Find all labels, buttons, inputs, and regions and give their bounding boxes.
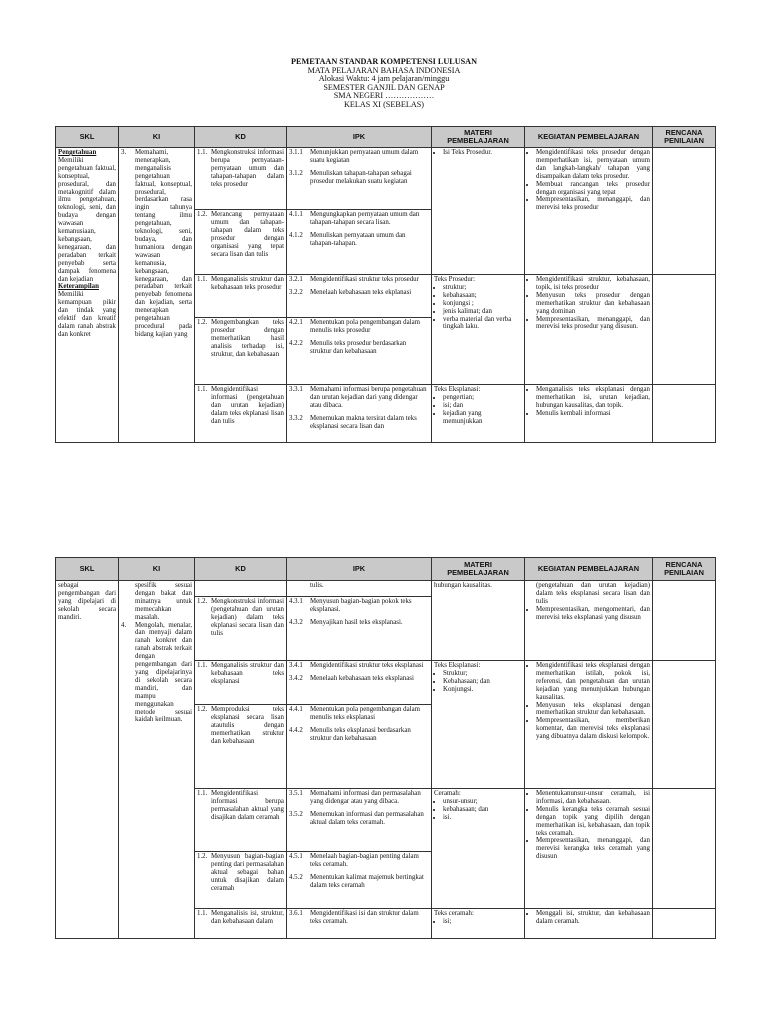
ipk-text: Menentukan kalimat majemuk bertingkat dalam teks ceramah [310, 873, 424, 889]
rencana-cell [653, 581, 716, 661]
col-header-skl: SKL [56, 558, 119, 581]
ipk-text: Menuliskan pernyataan umum dan tahapan-tahapan. [310, 231, 406, 247]
kd-text: Merancang pernyataan umum dan tahapan-tahapan dalam teks prosedur dengan organisasi yang tepat secara lisan dan tulis [211, 211, 284, 258]
kd-cell [195, 210, 287, 275]
skl-pengetahuan-heading: Pengetahuan [58, 149, 97, 156]
rencana-cell [653, 661, 716, 789]
ipk-number: 4.4.1 [289, 706, 303, 713]
ipk-number: 4.4.2 [289, 726, 303, 734]
document-header [0, 58, 768, 110]
kd-cell [195, 597, 287, 661]
ipk-text: Menyusun bagian-bagian pokok teks eksplanasi. [310, 598, 412, 613]
skl-cell [56, 148, 119, 443]
kd-text: Menganalisis isi, struktur, dan kebahasaan dalam [211, 910, 284, 925]
ipk-text: Mengungkapkan pernyataan umum dan tahapan-tahapan secara lisan. [310, 211, 420, 226]
kd-number: 1.2. [197, 706, 208, 713]
col-header-kegiatan: KEGIATAN PEMBELAJARAN [525, 127, 653, 148]
doc-subject: MATA PELAJARAN BAHASA INDONESIA [307, 65, 461, 75]
ipk-number: 3.6.1 [289, 910, 303, 917]
col-header-kd: KD [195, 127, 287, 148]
ipk-text: Memahami informasi dan permasalahan yang didengar atau yang dibaca. [310, 790, 421, 805]
kd-number: 1.1. [197, 910, 208, 917]
list-item: • Mempresentasikan, menanggapi, dan merevisi teks prosedur yang disusun. [536, 316, 650, 332]
list-item: • Struktur; [443, 670, 522, 678]
kegiatan-cell [525, 148, 653, 275]
ipk-text: Mengidentifikasi struktur teks prosedur [310, 276, 419, 283]
ipk-number: 4.2.1 [289, 319, 303, 326]
ipk-text: Menemukan makna tersirat dalam teks eksplanasi secara lisan dan [310, 414, 417, 430]
list-item: • Membuat rancangan teks prosedur dengan organisasi yang tepat [536, 181, 650, 197]
rencana-cell [653, 789, 716, 909]
kegiatan-cell [525, 661, 653, 789]
ipk-number: 4.1.2 [289, 231, 303, 239]
kd-number: 1.1. [197, 149, 208, 156]
table-row [56, 148, 716, 210]
ipk-cell [287, 789, 432, 852]
kd-number: 1.1. [197, 790, 208, 797]
col-header-kegiatan: KEGIATAN PEMBELAJARAN [525, 558, 653, 581]
ipk-text: Menelaah kebahasaan teks eksplanasi [310, 674, 414, 682]
list-item: • Menyusun teks eksplanasi dengan memerhatikan struktur dan kebahasaan. [536, 702, 650, 718]
kd-number: 1.1. [197, 276, 208, 283]
list-item: • isi; dan [443, 402, 522, 410]
rencana-cell [653, 909, 716, 939]
ki-text: Memahami, menerapkan, menganalisis pengetahuan faktual, konseptual, prosedural, berdasarkan rasa ingin tahunya tentang ilmu pengetahuan, teknologi, seni, budaya, dan humaniora dengan wawasan kemanusia, kebangsaan, kenegaraan, dan peradaban terkait penyebab fenomena dan kejadian, serta menerapkan pengetahuan procedural pada bidang kajian yang [135, 149, 192, 338]
kd-number: 1.2. [197, 319, 208, 326]
list-item: • kebahasaan; [443, 292, 522, 300]
ipk-number: 3.4.1 [289, 662, 303, 669]
list-item: • kejadian yang memunjukkan [443, 410, 522, 426]
kegiatan-continuation-text: (pengetahuan dan urutan kejadian) dalam teks eksplanasi secara lisan dan tulis [536, 582, 650, 605]
kd-number: 1.2. [197, 598, 208, 605]
list-item: • kebahasaan; dan [443, 806, 522, 814]
ipk-cell [287, 318, 432, 385]
list-item: • jenis kalimat; dan [443, 308, 522, 316]
list-item: • isi. [443, 814, 522, 822]
ki-number: 4. [121, 621, 127, 629]
kd-number: 1.1. [197, 386, 208, 393]
ipk-cell [287, 210, 432, 275]
ipk-cell [287, 597, 432, 661]
kegiatan-cell [525, 385, 653, 443]
ki-cell [119, 148, 195, 443]
skl-continuation-text: sebagai pengembangan dari yang dipelajari di sekolah secara mandiri. [58, 582, 116, 621]
materi-title: Teks Eksplanasi: [434, 386, 481, 393]
list-item: • verba material dan verba tingkah laku. [443, 316, 522, 332]
col-header-ki: KI [119, 127, 195, 148]
list-item: • Mengidentifikasi teks prosedur dengan memperhatikan isi, pernyataan umum dan langkah-langkah/ tahapan yang disampaikan dalam teks prosedur. [536, 149, 650, 181]
list-item: • Mempresentasikan, memberikan komentar, dan merevisi teks eksplanasi yang dibuatnya dalam diskusi kelompok. [536, 717, 650, 741]
materi-cell [432, 581, 525, 661]
ipk-cell [287, 661, 432, 705]
ipk-text: tulis. [310, 582, 324, 589]
list-item: • Menentukanunsur-unsur ceramah, isi informasi, dan kebahasaan. [536, 790, 650, 806]
list-item: • isi; [443, 918, 522, 926]
skl-cell [56, 581, 119, 939]
kd-cell [195, 852, 287, 909]
ipk-number: 3.2.2 [289, 288, 303, 296]
ipk-number: 3.2.1 [289, 276, 303, 283]
materi-title: Teks ceramah: [434, 910, 474, 917]
kd-cell [195, 705, 287, 789]
ipk-number: 3.5.2 [289, 810, 303, 818]
skl-mapping-table-page2 [55, 557, 716, 939]
kd-number: 1.1. [197, 662, 208, 669]
kd-cell [195, 789, 287, 852]
list-item: • struktur; [443, 284, 522, 292]
ipk-text: Menelaah kebahasaan teks ekplanasi [310, 288, 412, 296]
ipk-text: Menulis teks prosedur berdasarkan struktur dan kebahasaan [310, 339, 407, 355]
col-header-materi: MATERI PEMBELAJARAN [432, 558, 525, 581]
kd-text: Mengembangkan teks prosedur dengan memerhatikan hasil analisis terhadap isi, struktur, dan kebahasaan [211, 319, 284, 358]
doc-title: PEMETAAN STANDAR KOMPETENSI LULUSAN [291, 57, 477, 66]
list-item: • Isi Teks Prosedur. [443, 149, 522, 157]
col-header-materi: MATERI PEMBELAJARAN [432, 127, 525, 148]
kegiatan-cell [525, 581, 653, 661]
kd-text: Mengidentifikasi informasi berupa permasalahan aktual yang disajikan dalam ceramah [211, 790, 284, 821]
ipk-number: 4.2.2 [289, 339, 303, 347]
kd-text: Mengidentifikasi informasi (pengetahuan dan urutan kejadian) dalam teks ekplanasi lisan dan tulis [211, 386, 284, 425]
kd-cell [195, 148, 287, 210]
ipk-number: 4.1.1 [289, 211, 303, 218]
ipk-text: Menemukan informasi dan permasalahan aktual dalam teks ceramah. [310, 810, 424, 826]
skl-keterampilan-text: Memiliki kemampuan pikir dan tindak yang efektif dan kreatif dalam ranah abstrak dan konkret [58, 291, 116, 338]
list-item: • Menulis kerangka teks ceramah sesuai dengan topik yang dipilih dengan memerhatikan isi, kebahasaan, dan topik teks ceramah. [536, 806, 650, 838]
kd-cell [195, 385, 287, 443]
ipk-number: 3.3.1 [289, 386, 303, 393]
ipk-text: Mengidentifikasi isi dan struktur dalam teks ceramah. [310, 910, 419, 925]
skl-keterampilan-heading: Keterampilan [58, 283, 99, 291]
table-header-row [56, 127, 716, 148]
kegiatan-cell [525, 275, 653, 385]
materi-cell [432, 148, 525, 275]
kd-cell [195, 909, 287, 939]
table-row [56, 581, 716, 597]
col-header-ipk: IPK [287, 558, 432, 581]
kd-number: 1.2. [197, 211, 208, 218]
ipk-cell [287, 385, 432, 443]
list-item: • Mempresentasikan, menanggapi, dan merevisi kerangka teks ceramah yang disusun [536, 837, 650, 861]
ipk-text: Memahami informasi berupa pengetahuan dan urutan kejadian dari yang didengar atau dibaca. [310, 386, 427, 409]
materi-text: hubungan kausalitas. [434, 582, 492, 589]
kd-cell [195, 275, 287, 318]
col-header-kd: KD [195, 558, 287, 581]
doc-class: KELAS XI (SEBELAS) [343, 99, 425, 109]
materi-cell [432, 789, 525, 909]
col-header-rencana: RENCANA PENILAIAN [653, 558, 716, 581]
list-item: • Mempresentasikan, mengomentari, dan merevisi teks eksplanasi yang disusun [536, 606, 650, 622]
ipk-cell [287, 705, 432, 789]
doc-semester: SEMESTER GANJIL DAN GENAP [323, 82, 445, 92]
ipk-number: 4.3.1 [289, 598, 303, 605]
doc-school: SMA NEGERI ……………… [333, 91, 435, 101]
table-header-row [56, 558, 716, 581]
materi-cell [432, 275, 525, 385]
kegiatan-cell [525, 909, 653, 939]
ipk-text: Mengidentifikasi struktur teks eksplanasi [310, 662, 424, 669]
ipk-cell [287, 909, 432, 939]
kd-cell [195, 581, 287, 597]
doc-time: Alokasi Waktu: 4 jam pelajaran/minggu [318, 74, 450, 84]
materi-title: Ceramah: [434, 790, 461, 797]
ki-number: 3. [121, 149, 127, 156]
list-item: • pengertian; [443, 394, 522, 402]
ipk-cell [287, 852, 432, 909]
ipk-text: Menelaah bagian-bagian penting dalam teks ceramah. [310, 853, 419, 868]
ipk-cell [287, 148, 432, 210]
rencana-cell [653, 275, 716, 385]
col-header-skl: SKL [56, 127, 119, 148]
ipk-text: Menunjukkan pernyataan umum dalam suatu kegiatan [310, 149, 419, 164]
kd-text: Mengkonstruksi informasi (pengetahuan dan urutan kejadian) dalam teks ekplanasi secara lisan dan tulis [211, 598, 284, 637]
materi-cell [432, 385, 525, 443]
materi-title: Teks Prosedur: [434, 276, 476, 283]
rencana-cell [653, 385, 716, 443]
list-item: • Menggali isi, struktur, dan kebahasaan dalam ceramah. [536, 910, 650, 926]
kd-text: Menganalisis struktur dan kebahasaan teks prosedur [211, 276, 284, 291]
ipk-number: 3.3.2 [289, 414, 303, 422]
ki-continuation-text: spesifik sesuai dengan bakat dan minatnya untuk memecahkan masalah. [135, 582, 192, 621]
ki-cell [119, 581, 195, 939]
kd-text: Memproduksi teks eksplanasi secara lisan atautulis dengan memerhatikan struktur dan kebahasaan [211, 706, 284, 745]
list-item: • Mengidentifikasi teks eksplanasi dengan memerhatikan istilah, pokok isi, referensi, dan pengetahuan dan urutan kejadian yang menunjukkan hubungan kausalitas. [536, 662, 650, 702]
ipk-number: 3.4.2 [289, 674, 303, 682]
ipk-number: 3.5.1 [289, 790, 303, 797]
ipk-number: 4.3.2 [289, 618, 303, 626]
rencana-cell [653, 148, 716, 275]
ipk-number: 4.5.2 [289, 873, 303, 881]
skl-pengetahuan-text: Memiliki pengetahuan faktual, konseptual, prosedural, dan metakognitif dalam ilmu pengetahuan, teknologi, seni, dan budaya dengan wawasan kemanusiaan, kebangsaan, kenegaraan, dan peradaban terkait penyebab serta dampak fenomena dan kejadian [58, 156, 116, 283]
col-header-ipk: IPK [287, 127, 432, 148]
kegiatan-cell [525, 789, 653, 909]
ki-text: Mengolah, menalar, dan menyaji dalam ranah konkret dan ranah abstrak terkait dengan pengembangan dari yang dipelajarinya di sekolah secara mandiri, dan mampu menggunakan metode sesuai kaidah keilmuan. [135, 621, 192, 724]
kd-text: Menyusun bagian-bagian penting dari permasalahan aktual sebagai bahan untuk disajikan dalam ceramah [211, 853, 284, 892]
materi-cell [432, 661, 525, 789]
list-item: • Mempresentasikan, menanggapi, dan merevisi teks prosedur [536, 196, 650, 212]
ipk-number: 3.1.2 [289, 169, 303, 177]
col-header-rencana: RENCANA PENILAIAN [653, 127, 716, 148]
ipk-cell [287, 581, 432, 597]
list-item: • Mengidentifikasi struktur, kebahasaan, topik, isi teks prosedur [536, 276, 650, 292]
ipk-number: 3.1.1 [289, 149, 303, 156]
list-item: • Menulis kembali informasi [536, 410, 650, 418]
materi-cell [432, 909, 525, 939]
kd-text: Mengkonstruksi informasi berupa pernyataan-pernyataan umum dan tahapan-tahapan dalam teks prosedur [211, 149, 284, 188]
kd-cell [195, 318, 287, 385]
kd-text: Menganalisis struktur dan kebahasaan teks eksplanasi [211, 662, 284, 685]
materi-title: Teks Eksplanasi: [434, 662, 481, 669]
ipk-text: Menuliskan tahapan-tahapan sebagai prosedur melakukan suatu kegiatan [310, 169, 412, 185]
ipk-text: Menyajikan hasil teks eksplanasi. [310, 618, 403, 626]
kd-cell [195, 661, 287, 705]
list-item: • unsur-unsur; [443, 798, 522, 806]
skl-mapping-table-page1 [55, 126, 716, 443]
ipk-text: Menentukan pola pengembangan dalam menulis teks eksplanasi [310, 706, 421, 721]
ipk-text: Menentukan pola pengembangan dalam menulis teks prosedur [310, 319, 421, 334]
kd-number: 1.2. [197, 853, 208, 860]
ipk-text: Menulis teks eksplanasi berdasarkan struktur dan kebahasaan [310, 726, 411, 742]
list-item: • konjungsi ; [443, 300, 522, 308]
col-header-ki: KI [119, 558, 195, 581]
list-item: • Menganalisis teks eksplanasi dengan memerhatikan isi, urutan kejadian, hubungan kausalitas, dan topik. [536, 386, 650, 410]
list-item: • Konjungsi. [443, 686, 522, 694]
list-item: • Kebahasaan; dan [443, 678, 522, 686]
ipk-cell [287, 275, 432, 318]
ipk-number: 4.5.1 [289, 853, 303, 860]
list-item: • Menyusun teks prosedur dengan memerhatikan struktur dan kebahasaan yang dominan [536, 292, 650, 316]
